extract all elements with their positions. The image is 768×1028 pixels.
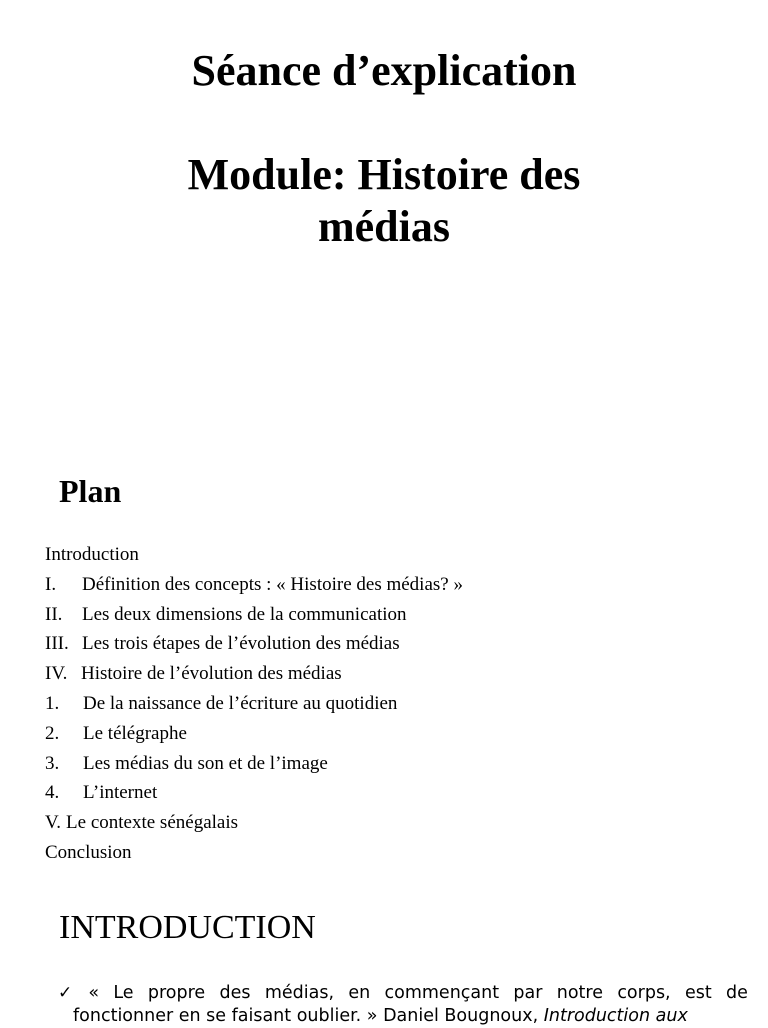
quote-word: « [88, 983, 100, 1003]
checkmark-icon: ✓ [58, 983, 73, 1003]
plan-item-number: I. [45, 573, 57, 595]
plan-item [45, 778, 463, 808]
plan-item [45, 719, 463, 749]
plan-item-text: Définition des concepts : « Histoire des médias? » [82, 573, 463, 595]
plan-item-number: 2. [45, 722, 60, 744]
plan-item-text: De la naissance de l’écriture au quotidien [83, 692, 398, 714]
plan-item-text: Introduction [45, 544, 139, 565]
quote-word: corps, [617, 983, 671, 1003]
quote-book-title: Introduction aux [543, 1006, 688, 1026]
plan-item [45, 659, 463, 689]
quote-line-2 [58, 1005, 748, 1028]
quote-word: est [684, 983, 712, 1003]
plan-item [45, 540, 463, 570]
plan-heading: Plan [59, 473, 122, 509]
quote-line-2-text: fonctionner en se faisant oublier. » Daniel Bougnoux, [73, 1006, 544, 1026]
plan-item-number: 4. [45, 782, 60, 804]
quote-word: propre [147, 983, 206, 1003]
quote-word: notre [556, 983, 603, 1003]
introduction-heading: INTRODUCTION [59, 909, 316, 946]
quote-line-1 [58, 982, 748, 1005]
plan-item-number: II. [45, 603, 63, 625]
quote-word: des [219, 983, 251, 1003]
plan-item-text: L’internet [83, 782, 158, 804]
plan-item-number: IV. [45, 663, 68, 685]
plan-item-text: Les trois étapes de l’évolution des médias [82, 633, 400, 655]
plan-item-number: 1. [45, 692, 60, 714]
quote-word: commençant [384, 983, 500, 1003]
plan-item [45, 749, 463, 779]
plan-item-text: Histoire de l’évolution des médias [81, 663, 342, 685]
quote-word: Le [113, 983, 134, 1003]
plan-item [45, 838, 463, 868]
quote-word: de [726, 983, 748, 1003]
quote-word: en [348, 983, 371, 1003]
plan-item [45, 600, 463, 630]
title-line-3: médias [318, 202, 450, 251]
plan-item [45, 689, 463, 719]
plan-item-text: Le contexte sénégalais [66, 812, 239, 834]
plan-item-number: V. [45, 812, 62, 834]
plan-item-number: III. [45, 633, 69, 655]
plan-item-number: 3. [45, 752, 60, 774]
plan-list [45, 540, 463, 868]
plan-item-text: Les deux dimensions de la communication [82, 603, 407, 625]
title-line-2: Module: Histoire des [187, 150, 581, 199]
quote-word: médias, [264, 983, 335, 1003]
plan-item [45, 629, 463, 659]
title-line-1: Séance d’explication [191, 46, 577, 95]
plan-item [45, 808, 463, 838]
plan-item-text: Les médias du son et de l’image [83, 752, 328, 774]
plan-item-text: Le télégraphe [83, 722, 187, 744]
plan-item [45, 570, 463, 600]
quote-word: par [513, 983, 543, 1003]
introduction-quote [58, 982, 748, 1028]
plan-item-text: Conclusion [45, 841, 132, 863]
